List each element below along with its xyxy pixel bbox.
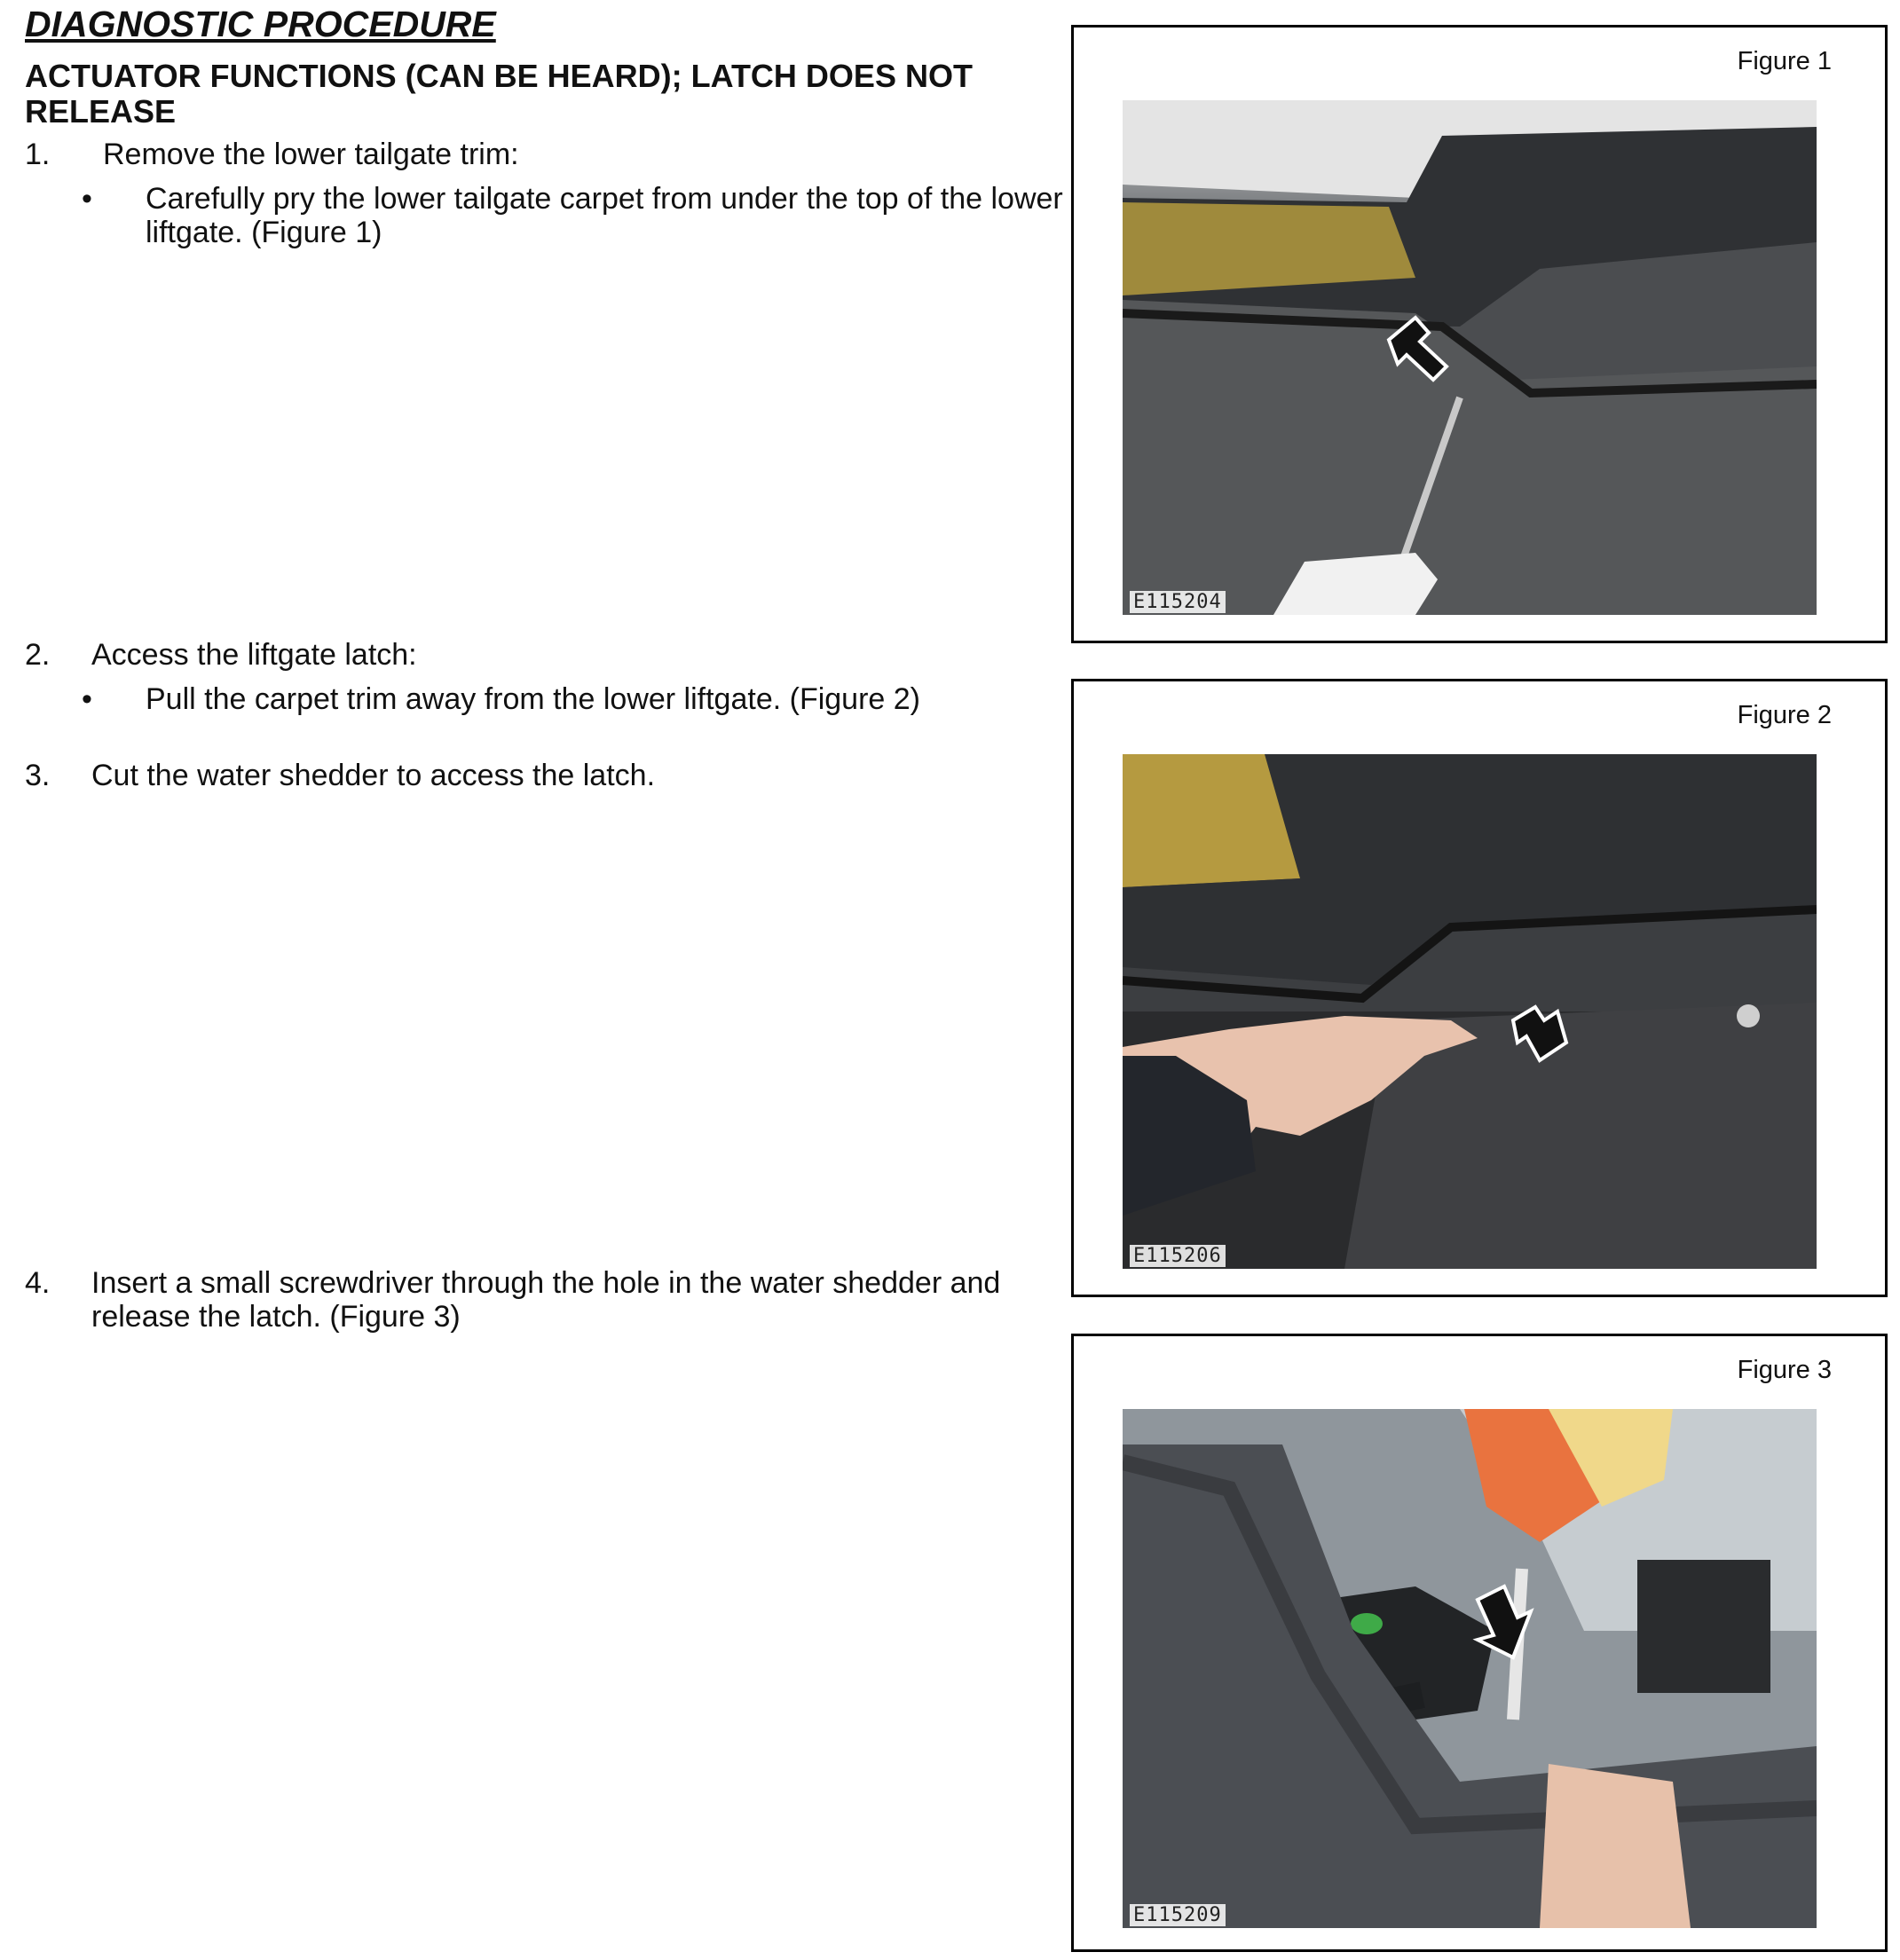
section-subheading: ACTUATOR FUNCTIONS (CAN BE HEARD); LATCH DOES NOT RELEASE	[25, 58, 973, 130]
figure-label: Figure 2	[1737, 701, 1832, 729]
step-text: Insert a small screwdriver through the hole in the water shedder and release the latch. (Figure 3)	[91, 1266, 1001, 1334]
step-text: Cut the water shedder to access the latch.	[91, 759, 656, 792]
figure-3	[1071, 1334, 1888, 1952]
latch-release-photo	[1123, 1409, 1817, 1928]
figure-label: Figure 3	[1737, 1356, 1832, 1384]
figure-code: E115206	[1130, 1245, 1226, 1267]
page-heading: DIAGNOSTIC PROCEDURE	[25, 4, 496, 44]
bullet-dot: •	[82, 682, 92, 716]
bullet-text: Carefully pry the lower tailgate carpet from under the top of the lower liftgate. (Figure 1)	[146, 182, 1063, 249]
figure-label: Figure 1	[1737, 47, 1832, 75]
figure-2	[1071, 679, 1888, 1297]
figure-3-photo	[1123, 1409, 1817, 1928]
figure-1-photo	[1123, 100, 1817, 615]
bullet-dot: •	[82, 182, 92, 216]
figure-code: E115209	[1130, 1904, 1226, 1926]
step-text: Remove the lower tailgate trim:	[103, 138, 519, 171]
bullet-text: Pull the carpet trim away from the lower liftgate. (Figure 2)	[146, 682, 920, 716]
step-number: 2.	[25, 638, 51, 672]
carpet-trim-photo	[1123, 754, 1817, 1269]
step-number: 1.	[25, 138, 51, 171]
figure-2-photo	[1123, 754, 1817, 1269]
tailgate-trim-photo	[1123, 100, 1817, 615]
figure-code: E115204	[1130, 591, 1226, 613]
step-number: 3.	[25, 759, 51, 792]
step-number: 4.	[25, 1266, 51, 1300]
step-text: Access the liftgate latch:	[91, 638, 417, 672]
figure-1	[1071, 25, 1888, 643]
